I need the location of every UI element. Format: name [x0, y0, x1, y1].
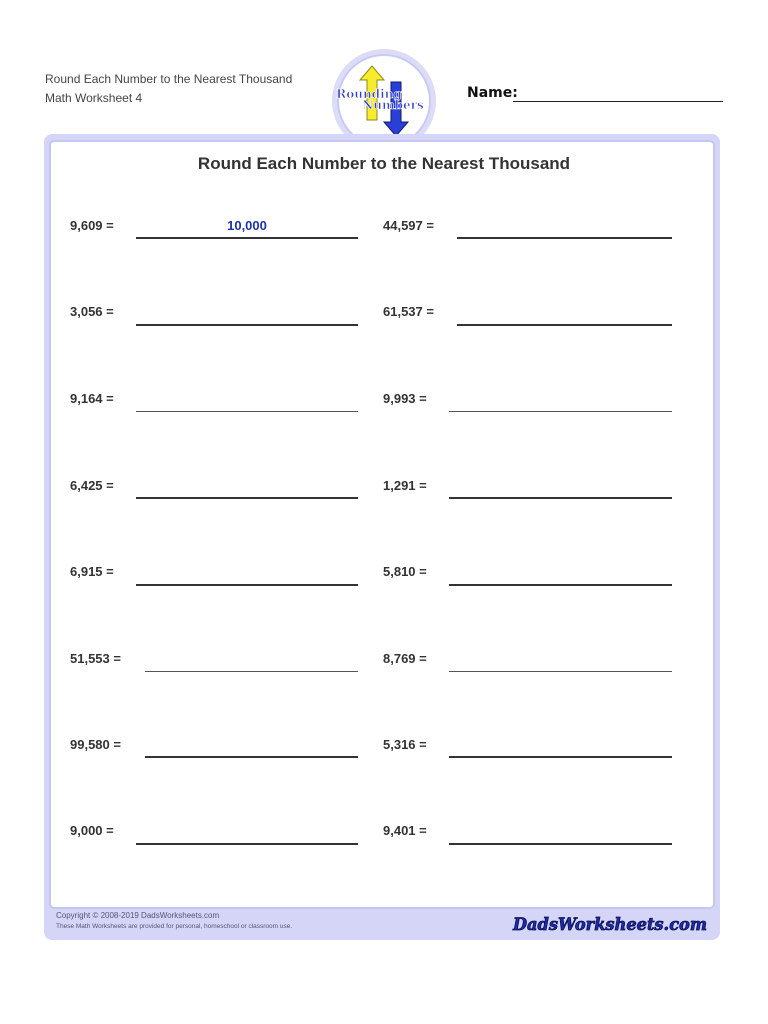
problem-question: 44,597 =: [383, 218, 434, 233]
logo-text-top: Rounding: [336, 87, 402, 101]
problem-right-5: [383, 564, 672, 588]
problem-question: 99,580 =: [70, 737, 121, 752]
answer-line[interactable]: [457, 324, 672, 326]
brand-text: DadsWorksheets.com: [512, 915, 707, 935]
problem-left-5: [70, 564, 358, 588]
answer-line[interactable]: [145, 671, 358, 672]
answer-line[interactable]: [136, 237, 358, 239]
answer-line[interactable]: [449, 671, 672, 672]
worksheet-title: Round Each Number to the Nearest Thousand: [197, 154, 571, 173]
problem-question: 9,000 =: [70, 823, 114, 838]
problem-question: 5,316 =: [383, 737, 427, 752]
problem-left-2: [70, 304, 358, 328]
problem-question: 9,609 =: [70, 218, 114, 233]
answer-line[interactable]: [449, 756, 672, 758]
problem-left-1: [70, 218, 358, 242]
copyright-text: Copyright © 2008-2019 DadsWorksheets.com: [56, 911, 220, 920]
problem-right-7: [383, 737, 672, 761]
problem-question: 1,291 =: [383, 478, 427, 493]
problem-question: 8,769 =: [383, 651, 427, 666]
problem-right-8: [383, 823, 672, 847]
name-field[interactable]: [467, 85, 723, 103]
answer-line[interactable]: [449, 584, 672, 586]
header-title: Round Each Number to the Nearest Thousand: [45, 72, 293, 86]
problem-question: 9,164 =: [70, 391, 114, 406]
problem-question: 9,993 =: [383, 391, 427, 406]
answer-line[interactable]: [457, 237, 672, 239]
problem-right-2: [383, 304, 672, 328]
problem-question: 5,810 =: [383, 564, 427, 579]
answer-line[interactable]: [449, 497, 672, 499]
worksheet-header: [45, 70, 292, 108]
problem-right-1: [383, 218, 672, 242]
worksheet-frame: [44, 134, 720, 940]
usage-notice: These Math Worksheets are provided for personal, homeschool or classroom use.: [56, 923, 293, 930]
problem-question: 3,056 =: [70, 304, 114, 319]
footer: [56, 910, 292, 933]
problem-left-7: [70, 737, 358, 761]
problem-left-8: [70, 823, 358, 847]
problem-right-3: [383, 391, 672, 415]
problem-answer[interactable]: 10,000: [227, 218, 267, 233]
answer-line[interactable]: [136, 497, 358, 499]
name-underline: [513, 101, 723, 102]
name-label: Name:: [467, 85, 518, 101]
problem-question: 9,401 =: [383, 823, 427, 838]
logo-text-bottom: Numbers: [362, 98, 424, 112]
answer-line[interactable]: [136, 324, 358, 326]
problem-question: 6,915 =: [70, 564, 114, 579]
header-subtitle: Math Worksheet 4: [45, 91, 143, 105]
problem-right-4: [383, 478, 672, 502]
answer-line[interactable]: [449, 843, 672, 845]
answer-line[interactable]: [136, 584, 358, 586]
answer-line[interactable]: [449, 411, 672, 412]
problem-right-6: [383, 651, 672, 675]
problem-left-4: [70, 478, 358, 502]
answer-line[interactable]: [136, 411, 358, 412]
dadsworksheets-logo: [510, 906, 710, 940]
problem-question: 51,553 =: [70, 651, 121, 666]
problem-question: 61,537 =: [383, 304, 434, 319]
worksheet-panel: [49, 140, 715, 909]
answer-line[interactable]: [145, 756, 358, 758]
answer-line[interactable]: [136, 843, 358, 845]
problem-left-3: [70, 391, 358, 415]
problem-question: 6,425 =: [70, 478, 114, 493]
problem-left-6: [70, 651, 358, 675]
